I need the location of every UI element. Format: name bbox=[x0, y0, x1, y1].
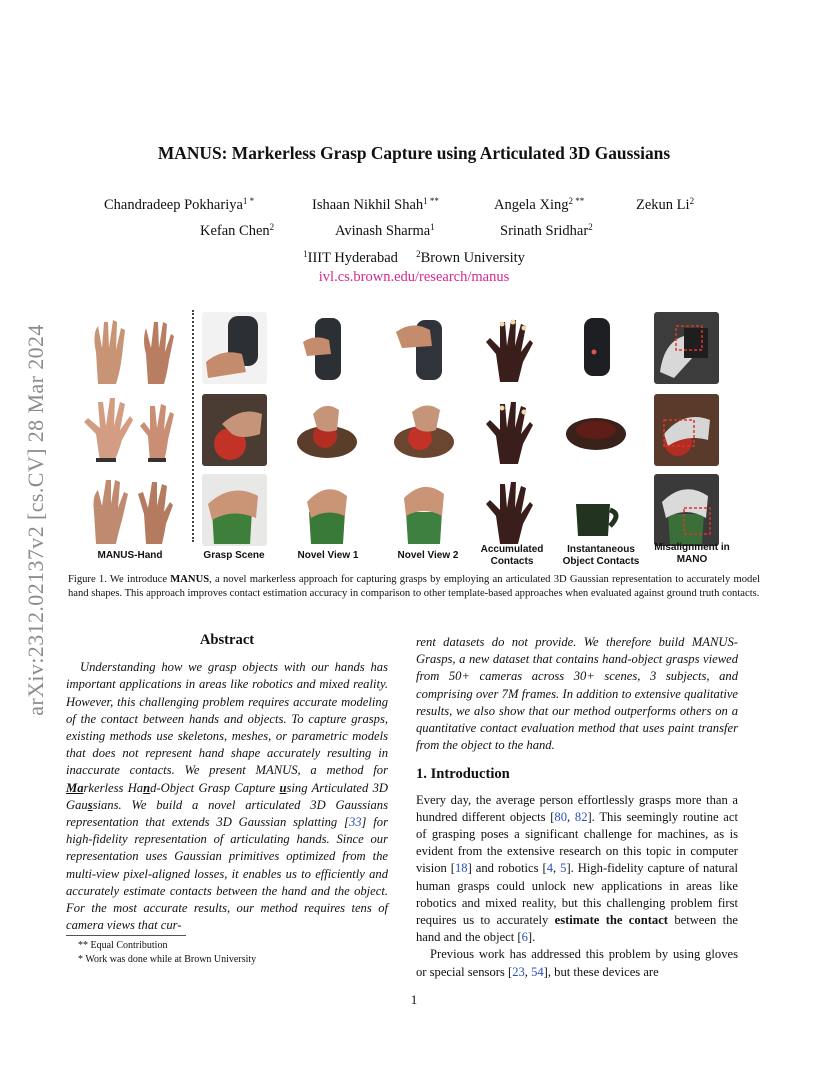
author: Zekun Li$^2$ bbox=[636, 196, 695, 213]
novel-view-2-image bbox=[392, 474, 457, 546]
col-label-object-contacts: Instantaneous Object Contacts bbox=[562, 544, 640, 567]
mano-misalignment-image bbox=[654, 394, 719, 466]
col-label-grasp-scene: Grasp Scene bbox=[203, 550, 265, 561]
col-label-novel-view-1: Novel View 1 bbox=[297, 550, 359, 561]
teaser-figure bbox=[68, 308, 760, 570]
manus-hand-image bbox=[78, 472, 182, 546]
novel-view-2-image bbox=[392, 312, 457, 384]
introduction-heading: 1. Introduction bbox=[416, 766, 510, 783]
col-label-accumulated-contacts: Accumulated Contacts bbox=[480, 544, 544, 567]
col-label-manus-hand: MANUS-Hand bbox=[97, 550, 163, 561]
footnote-rule bbox=[66, 935, 186, 936]
author: Ishaan Nikhil Shah$^{1 **}$ bbox=[312, 196, 439, 213]
author: Kefan Chen$^2$ bbox=[200, 222, 275, 239]
abstract-body-continued: rent datasets do not provide. We therefore build MANUS-Grasps, a new dataset that contains hand-object grasps viewed from 50+ cameras across 30+ scenes, 3 subjects, and comprising over 7M frames. In addition to extensive qualitative results, we also show that our method outperforms others on a quantitative contact evaluation method that uses paint transfer from the object to the hand. bbox=[416, 635, 738, 753]
author: Avinash Sharma$^1$ bbox=[335, 222, 435, 239]
novel-view-2-image bbox=[392, 394, 457, 466]
accumulated-contacts-image bbox=[478, 312, 543, 384]
right-column bbox=[416, 632, 738, 981]
abstract-body: Understanding how we grasp objects with our hands has important applications in areas like robotics and mixed reality. However, this challenging problem requires accurate modeling of the contact between hands and objects. To capture grasps, existing methods use skeletons, meshes, or parametric models that does not represent hand shape accurately resulting in inaccurate contacts. We present MANUS, a method for Markerless Hand-Object Grasp Capture using Articulated 3D Gaussians. We build a novel articulated 3D Gaussians representation that extends 3D Gaussian splatting [33] for high-fidelity representation of articulating hands. Since our representation uses Gaussian primitives optimized from the multi-view pixel-aligned losses, it enables us to efficiently and accurately estimate contacts between the hand and the object. For the most accurate results, our method requires tens of camera views that cur- bbox=[66, 660, 388, 933]
novel-view-1-image bbox=[295, 394, 360, 466]
novel-view-1-image bbox=[295, 312, 360, 384]
manus-hand-image bbox=[78, 312, 182, 390]
affiliation: $^1$IIIT Hyderabad bbox=[303, 249, 398, 266]
object-contacts-image bbox=[564, 312, 629, 384]
footnote: * Work was done while at Brown University bbox=[78, 954, 257, 965]
accumulated-contacts-image bbox=[478, 474, 543, 546]
manus-hand-image bbox=[78, 392, 182, 470]
author: Srinath Sridhar$^2$ bbox=[500, 222, 593, 239]
introduction-paragraph: Every day, the average person effortlessly grasps more than a hundred different objects [80, 82]. This seemingly routine act of grasping poses a significant challenge for machines, as is evident from the extensive research on this topic in computer vision [18] and robotics [4, 5]. High-fidelity capture of natural human grasps could unlock new applications in areas like robotics and mixed reality, but this challenging problem first requires us to accurately estimate the contact between the hand and the object [6]. bbox=[416, 792, 739, 945]
figure-divider bbox=[192, 310, 194, 542]
accumulated-contacts-image bbox=[478, 394, 543, 466]
affiliation: $^2$Brown University bbox=[416, 249, 525, 266]
project-url[interactable]: ivl.cs.brown.edu/research/manus bbox=[318, 269, 510, 285]
abstract-heading: Abstract bbox=[199, 632, 255, 648]
object-contacts-image bbox=[564, 474, 629, 546]
grasp-scene-image bbox=[202, 474, 267, 546]
author: Angela Xing$^{2 **}$ bbox=[494, 196, 585, 213]
arxiv-stamp: arXiv:2312.02137v2 [cs.CV] 28 Mar 2024 bbox=[23, 324, 48, 716]
paper-title: MANUS: Markerless Grasp Capture using Articulated 3D Gaussians bbox=[157, 143, 671, 163]
col-label-novel-view-2: Novel View 2 bbox=[397, 550, 459, 561]
introduction-paragraph: Previous work has addressed this problem by using gloves or special sensors [23, 54], but these devices are bbox=[416, 947, 738, 979]
grasp-scene-image bbox=[202, 312, 267, 384]
col-label-mano-misalignment: Misalignment in MANO bbox=[654, 542, 730, 565]
object-contacts-image bbox=[564, 394, 629, 466]
mano-misalignment-image bbox=[654, 312, 719, 384]
novel-view-1-image bbox=[295, 474, 360, 546]
author: Chandradeep Pokhariya$^{1 *}$ bbox=[104, 196, 255, 213]
grasp-scene-image bbox=[202, 394, 267, 466]
figure-caption: Figure 1. We introduce MANUS, a novel markerless approach for capturing grasps by employing an articulated 3D Gaussian representation to accurately model hand shapes. This approach improves contact estimation accuracy in comparison to other template-based approaches when evaluated against ground truth contacts. bbox=[68, 574, 760, 599]
mano-misalignment-image bbox=[654, 474, 719, 546]
left-column bbox=[66, 632, 388, 934]
page-number: 1 bbox=[410, 992, 418, 1007]
affiliations bbox=[0, 249, 828, 267]
footnote: ** Equal Contribution bbox=[78, 940, 168, 951]
